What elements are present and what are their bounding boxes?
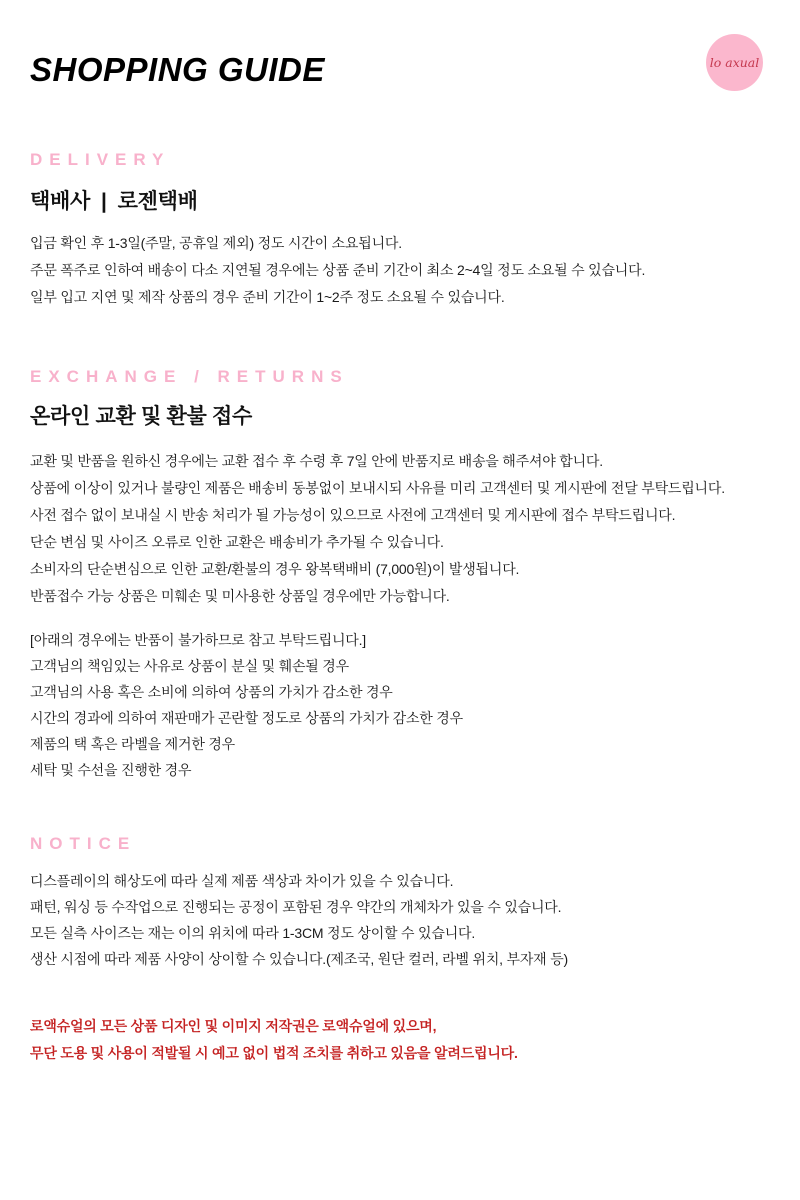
delivery-section-label: DELIVERY (30, 150, 171, 169)
delivery-info-paragraph (30, 230, 645, 311)
exchange-line: 소비자의 단순변심으로 인한 교환/환불의 경우 왕복택배비 (7,000원)이 발생됩니다. (30, 561, 520, 577)
no-return-case: 고객님의 사용 혹은 소비에 의하여 상품의 가치가 감소한 경우 (30, 684, 393, 700)
exchange-line: 상품에 이상이 있거나 불량인 제품은 배송비 동봉없이 보내시되 사유를 미리 고객센터 및 게시판에 전달 부탁드립니다. (30, 480, 725, 496)
no-return-case: 세탁 및 수선을 진행한 경우 (30, 762, 192, 778)
copyright-line: 무단 도용 및 사용이 적발될 시 예고 없이 법적 조치를 취하고 있음을 알려드립니다. (30, 1045, 518, 1061)
no-return-case: 시간의 경과에 의하여 재판매가 곤란할 정도로 상품의 가치가 감소한 경우 (30, 710, 463, 726)
delivery-line: 입금 확인 후 1-3일(주말, 공휴일 제외) 정도 시간이 소요됩니다. (30, 235, 402, 251)
no-return-case: 제품의 택 혹은 라벨을 제거한 경우 (30, 736, 235, 752)
notice-line: 생산 시점에 따라 제품 사양이 상이할 수 있습니다.(제조국, 원단 컬러, 라벨 위치, 부자재 등) (30, 951, 568, 967)
copyright-line: 로액슈얼의 모든 상품 디자인 및 이미지 저작권은 로액슈얼에 있으며, (30, 1018, 437, 1034)
exchange-line: 반품접수 가능 상품은 미훼손 및 미사용한 상품일 경우에만 가능합니다. (30, 588, 450, 604)
delivery-line: 주문 폭주로 인하여 배송이 다소 지연될 경우에는 상품 준비 기간이 최소 2~4일 정도 소요될 수 있습니다. (30, 262, 646, 278)
exchange-info-paragraph (30, 448, 725, 610)
exchange-section-label: EXCHANGE / RETURNS (30, 367, 349, 386)
exchange-heading: 온라인 교환 및 환불 접수 (30, 405, 252, 428)
brand-badge (706, 34, 763, 91)
no-return-note: [아래의 경우에는 반품이 불가하므로 참고 부탁드립니다.] (30, 632, 366, 648)
copyright-warning (30, 1013, 518, 1067)
notice-line: 모든 실측 사이즈는 재는 이의 위치에 따라 1-3CM 정도 상이할 수 있습니다. (30, 925, 476, 941)
delivery-courier-heading: 택배사 | 로젠택배 (30, 190, 198, 213)
no-return-cases-paragraph (30, 627, 463, 783)
notice-paragraph (30, 868, 568, 972)
page-title: SHOPPING GUIDE (30, 51, 325, 88)
notice-line: 패턴, 워싱 등 수작업으로 진행되는 공정이 포함된 경우 약간의 개체차가 있을 수 있습니다. (30, 899, 562, 915)
notice-line: 디스플레이의 해상도에 따라 실제 제품 색상과 차이가 있을 수 있습니다. (30, 873, 454, 889)
notice-section-label: NOTICE (30, 834, 137, 853)
exchange-line: 교환 및 반품을 원하신 경우에는 교환 접수 후 수령 후 7일 안에 반품지로 배송을 해주셔야 합니다. (30, 453, 603, 469)
exchange-line: 사전 접수 없이 보내실 시 반송 처리가 될 가능성이 있으므로 사전에 고객센터 및 게시판에 접수 부탁드립니다. (30, 507, 676, 523)
exchange-line: 단순 변심 및 사이즈 오류로 인한 교환은 배송비가 추가될 수 있습니다. (30, 534, 444, 550)
brand-logo-text: lo axual (709, 55, 760, 70)
no-return-case: 고객님의 책임있는 사유로 상품이 분실 및 훼손될 경우 (30, 658, 349, 674)
delivery-line: 일부 입고 지연 및 제작 상품의 경우 준비 기간이 1~2주 정도 소요될 수 있습니다. (30, 289, 505, 305)
